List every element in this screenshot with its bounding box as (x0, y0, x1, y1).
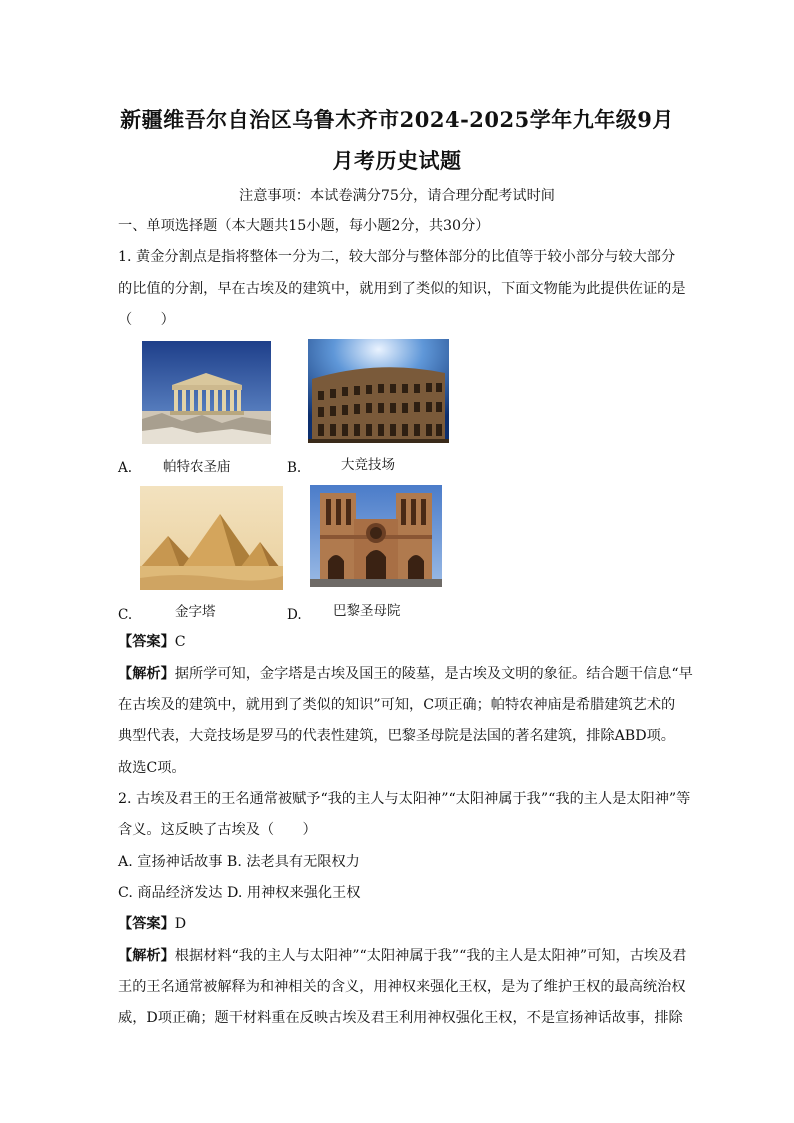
q1-analysis-text1: 据所学可知，金字塔是古埃及国王的陵墓，是古埃及文明的象征。结合题干信息“早 (174, 666, 693, 682)
q1-analysis-line1 (118, 664, 693, 684)
q1-option-b-letter: B. (287, 460, 302, 476)
q2-analysis-line3: 威，D项正确；题干材料重在反映古埃及君王利用神权强化王权，不是宣扬神话故事，排除 (118, 1010, 683, 1026)
q1-stem-line3: （ ） (118, 312, 175, 328)
q1-answer-value: C (174, 634, 186, 650)
q2-analysis-line1 (118, 946, 686, 966)
q1-option-a-caption: 帕特农圣庙 (163, 459, 231, 475)
colosseum-image (308, 339, 449, 443)
q1-stem-line1: 1. 黄金分割点是指将整体一分为二，较大部分与整体部分的比值等于较小部分与较大部分 (118, 249, 676, 265)
q2-stem-line1: 2. 古埃及君王的王名通常被赋予“我的主人与太阳神”“太阳神属于我”“我的主人是太阳神”等 (118, 791, 691, 807)
notice-text: 注意事项：本试卷满分75分，请合理分配考试时间 (239, 188, 555, 204)
q2-analysis-line2: 王的王名通常被解释为和神相关的含义，用神权来强化王权，是为了维护王权的最高统治权 (118, 979, 686, 995)
q2-analysis-label: 【解析】 (118, 948, 175, 964)
q2-answer-label: 【答案】 (118, 916, 175, 932)
q1-answer-label: 【答案】 (118, 634, 175, 650)
q1-option-c-letter: C. (118, 607, 133, 623)
q1-option-b-caption: 大竞技场 (341, 457, 395, 473)
section-heading: 一、单项选择题（本大题共15小题，每小题2分，共30分） (118, 218, 490, 234)
pyramids-image (140, 486, 283, 590)
q1-analysis-line4: 故选C项。 (118, 760, 186, 776)
q1-answer (118, 632, 186, 652)
notre-dame-image (310, 485, 442, 587)
q1-option-a-letter: A. (118, 460, 133, 476)
q2-options-line1: A. 宣扬神话故事 B. 法老具有无限权力 (118, 854, 360, 870)
q2-answer-value: D (174, 916, 187, 932)
q2-answer (118, 914, 186, 934)
q1-stem-line2: 的比值的分割，早在古埃及的建筑中，就用到了类似的知识，下面文物能为此提供佐证的是 (118, 281, 686, 297)
q2-options-line2: C. 商品经济发达 D. 用神权来强化王权 (118, 885, 361, 901)
parthenon-image (142, 341, 271, 444)
q1-option-d-letter: D. (287, 607, 302, 623)
q1-analysis-line3: 典型代表，大竞技场是罗马的代表性建筑，巴黎圣母院是法国的著名建筑，排除ABD项。 (118, 728, 675, 744)
q1-analysis-label: 【解析】 (118, 666, 175, 682)
q1-option-d-caption: 巴黎圣母院 (333, 603, 401, 619)
q2-stem-line2: 含义。这反映了古埃及（ ） (118, 822, 317, 838)
q2-analysis-text1: 根据材料“我的主人与太阳神”“太阳神属于我”“我的主人是太阳神”可知，古埃及君 (174, 948, 687, 964)
q1-option-c-caption: 金字塔 (175, 604, 216, 620)
q1-analysis-line2: 在古埃及的建筑中，就用到了类似的知识”可知，C项正确；帕特农神庙是希腊建筑艺术的 (118, 697, 676, 713)
doc-title-line2: 月考历史试题 (332, 148, 462, 173)
doc-title-line1: 新疆维吾尔自治区乌鲁木齐市2024-2025学年九年级9月 (120, 107, 674, 132)
